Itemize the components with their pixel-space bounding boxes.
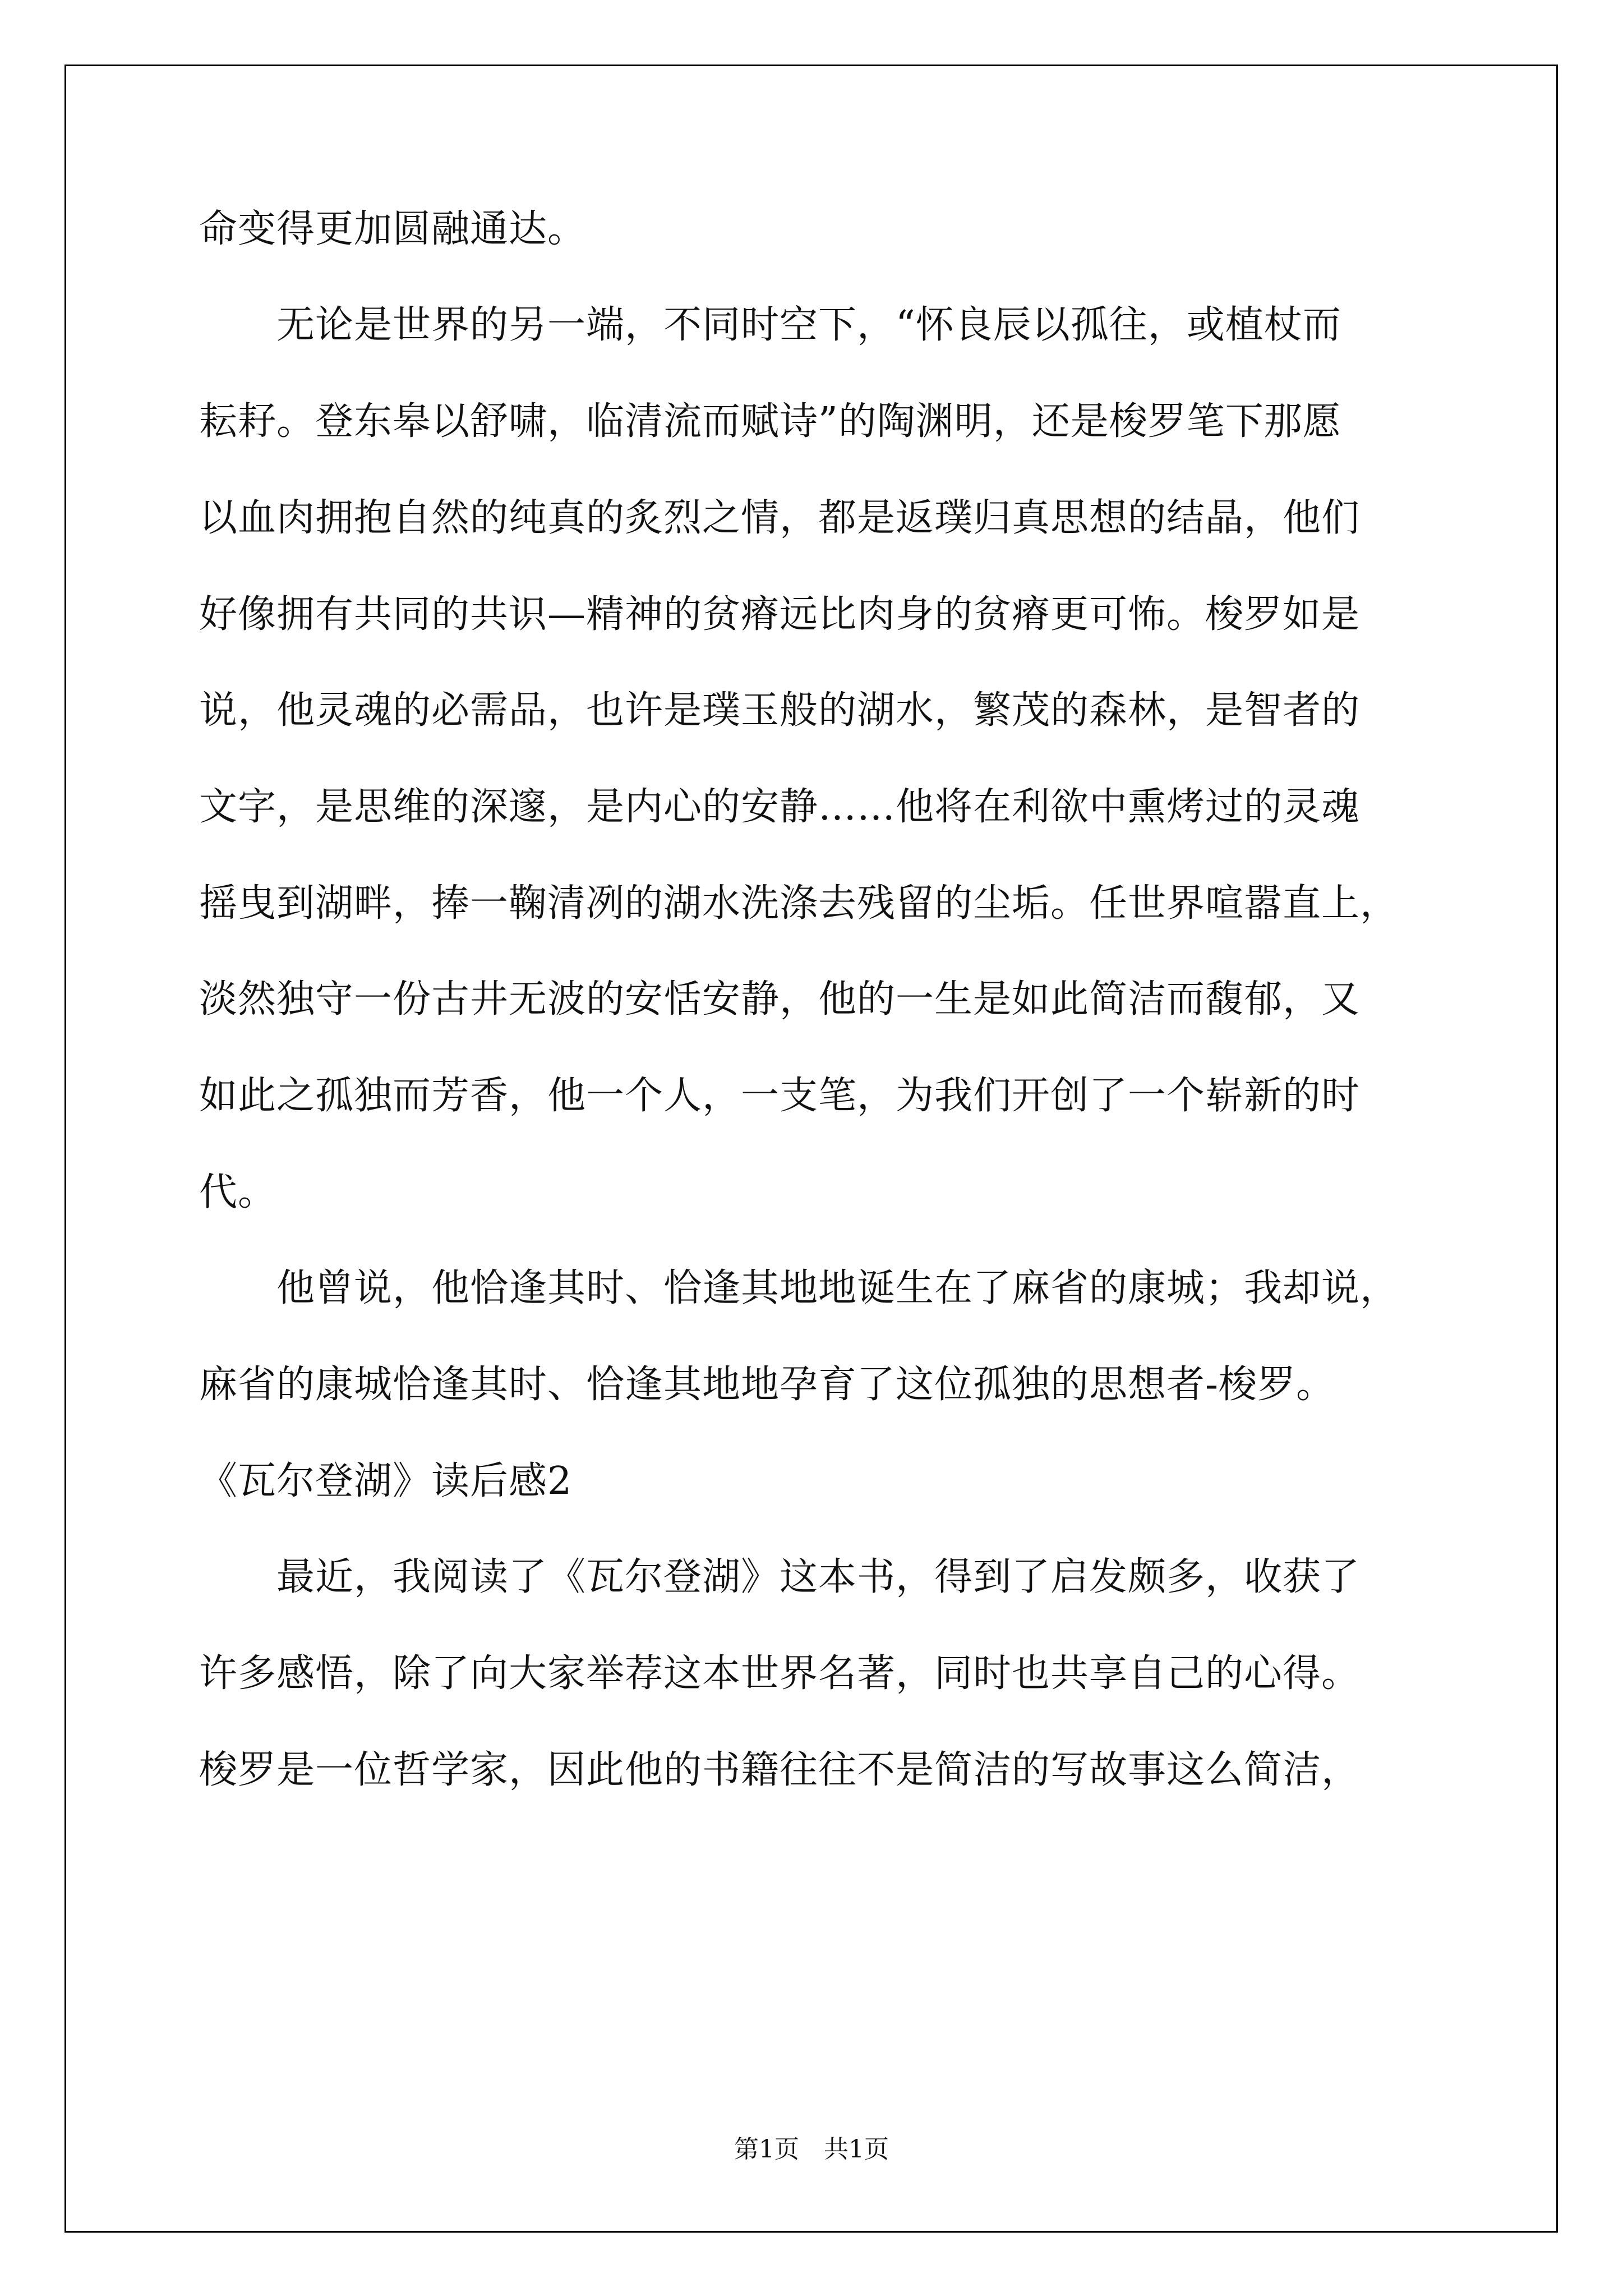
text-line: 耘耔。登东皋以舒啸，临清流而赋诗”的陶渊明，还是梭罗笔下那愿 [199,399,1341,444]
text-line: 梭罗是一位哲学家，因此他的书籍往往不是简洁的写故事这么简洁， [199,1748,1361,1792]
text-line: 无论是世界的另一端，不同时空下，“怀良辰以孤往，或植杖而 [199,303,1341,347]
text-line: 好像拥有共同的共识—精神的贫瘠远比肉身的贫瘠更可怖。梭罗如是 [199,592,1361,637]
text-line: 命变得更加圆融通达。 [199,207,587,251]
text-line: 淡然独守一份古井无波的安恬安静，他的一生是如此简洁而馥郁，又 [199,977,1361,1022]
text-line: 麻省的康城恰逢其时、恰逢其地地孕育了这位孤独的思想者-梭罗。 [199,1363,1335,1407]
text-line: 如此之孤独而芳香，他一个人，一支笔，为我们开创了一个崭新的时 [199,1074,1361,1118]
page-border [64,65,1558,2233]
text-line: 他曾说，他恰逢其时、恰逢其地地诞生在了麻省的康城；我却说， [199,1266,1399,1310]
text-line: 以血肉拥抱自然的纯真的炙烈之情，都是返璞归真思想的结晶，他们 [199,496,1361,540]
section-heading: 《瓦尔登湖》读后感2 [199,1459,573,1503]
text-line: 许多感悟，除了向大家举荐这本世界名著，同时也共享自己的心得。 [199,1651,1361,1696]
text-line: 文字，是思维的深邃，是内心的安静……他将在利欲中熏烤过的灵魂 [199,785,1361,829]
text-line: 最近，我阅读了《瓦尔登湖》这本书，得到了启发颇多，收获了 [199,1555,1361,1599]
page-number: 第1页 共1页 [734,2135,889,2164]
text-line: 代。 [199,1170,277,1214]
text-line: 摇曳到湖畔，捧一鞠清冽的湖水洗涤去残留的尘垢。任世界喧嚣直上， [199,881,1399,926]
text-line: 说，他灵魂的必需品，也许是璞玉般的湖水，繁茂的森林，是智者的 [199,688,1361,733]
